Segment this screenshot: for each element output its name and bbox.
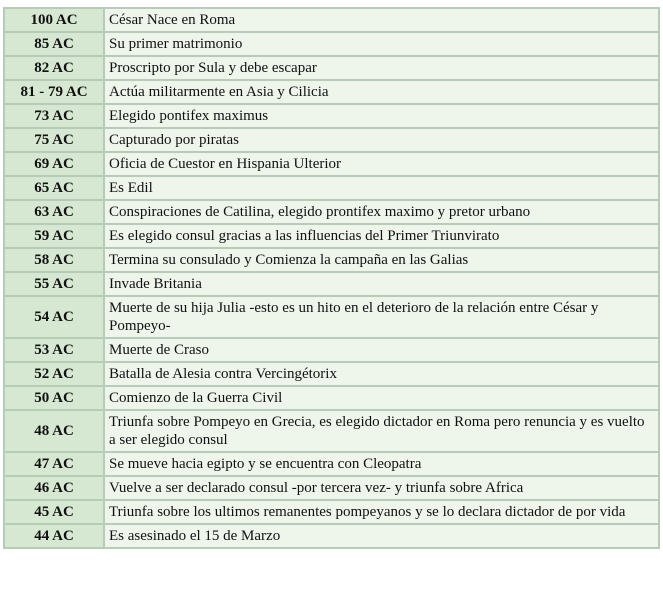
year-cell: 47 AC — [5, 453, 103, 475]
event-cell: Vuelve a ser declarado consul -por tercera vez- y triunfa sobre Africa — [105, 477, 658, 499]
event-cell: Es elegido consul gracias a las influencias del Primer Triunvirato — [105, 225, 658, 247]
table-row — [5, 225, 658, 247]
year-cell: 50 AC — [5, 387, 103, 409]
event-cell: Termina su consulado y Comienza la campaña en las Galias — [105, 249, 658, 271]
event-cell: Muerte de Craso — [105, 339, 658, 361]
year-cell: 100 AC — [5, 9, 103, 31]
table-row — [5, 411, 658, 451]
table-row — [5, 201, 658, 223]
table-row — [5, 363, 658, 385]
year-cell: 85 AC — [5, 33, 103, 55]
table-row — [5, 249, 658, 271]
year-cell: 44 AC — [5, 525, 103, 547]
year-cell: 46 AC — [5, 477, 103, 499]
table-row — [5, 105, 658, 127]
event-cell: Su primer matrimonio — [105, 33, 658, 55]
table-row — [5, 387, 658, 409]
timeline-container — [3, 7, 660, 549]
year-cell: 63 AC — [5, 201, 103, 223]
event-cell: Triunfa sobre Pompeyo en Grecia, es elegido dictador en Roma pero renuncia y es vuelto a ser elegido consul — [105, 411, 658, 451]
table-row — [5, 81, 658, 103]
event-cell: Triunfa sobre los ultimos remanentes pompeyanos y se lo declara dictador de por vida — [105, 501, 658, 523]
year-cell: 82 AC — [5, 57, 103, 79]
year-cell: 69 AC — [5, 153, 103, 175]
year-cell: 65 AC — [5, 177, 103, 199]
table-row — [5, 153, 658, 175]
event-cell: César Nace en Roma — [105, 9, 658, 31]
year-cell: 55 AC — [5, 273, 103, 295]
table-row — [5, 57, 658, 79]
table-row — [5, 339, 658, 361]
event-cell: Elegido pontifex maximus — [105, 105, 658, 127]
table-row — [5, 477, 658, 499]
event-cell: Batalla de Alesia contra Vercingétorix — [105, 363, 658, 385]
table-row — [5, 297, 658, 337]
year-cell: 53 AC — [5, 339, 103, 361]
event-cell: Se mueve hacia egipto y se encuentra con Cleopatra — [105, 453, 658, 475]
year-cell: 48 AC — [5, 411, 103, 451]
year-cell: 45 AC — [5, 501, 103, 523]
event-cell: Es asesinado el 15 de Marzo — [105, 525, 658, 547]
table-row — [5, 501, 658, 523]
year-cell: 52 AC — [5, 363, 103, 385]
event-cell: Invade Britania — [105, 273, 658, 295]
year-cell: 59 AC — [5, 225, 103, 247]
table-row — [5, 453, 658, 475]
event-cell: Actúa militarmente en Asia y Cilicia — [105, 81, 658, 103]
table-row — [5, 177, 658, 199]
year-cell: 54 AC — [5, 297, 103, 337]
year-cell: 73 AC — [5, 105, 103, 127]
event-cell: Oficia de Cuestor en Hispania Ulterior — [105, 153, 658, 175]
year-cell: 75 AC — [5, 129, 103, 151]
event-cell: Comienzo de la Guerra Civil — [105, 387, 658, 409]
event-cell: Es Edil — [105, 177, 658, 199]
table-row — [5, 33, 658, 55]
table-row — [5, 129, 658, 151]
table-row — [5, 273, 658, 295]
event-cell: Muerte de su hija Julia -esto es un hito en el deterioro de la relación entre César y Pompeyo- — [105, 297, 658, 337]
table-row — [5, 525, 658, 547]
event-cell: Proscripto por Sula y debe escapar — [105, 57, 658, 79]
event-cell: Capturado por piratas — [105, 129, 658, 151]
timeline-table — [3, 7, 660, 549]
event-cell: Conspiraciones de Catilina, elegido prontifex maximo y pretor urbano — [105, 201, 658, 223]
year-cell: 58 AC — [5, 249, 103, 271]
table-row — [5, 9, 658, 31]
year-cell: 81 - 79 AC — [5, 81, 103, 103]
